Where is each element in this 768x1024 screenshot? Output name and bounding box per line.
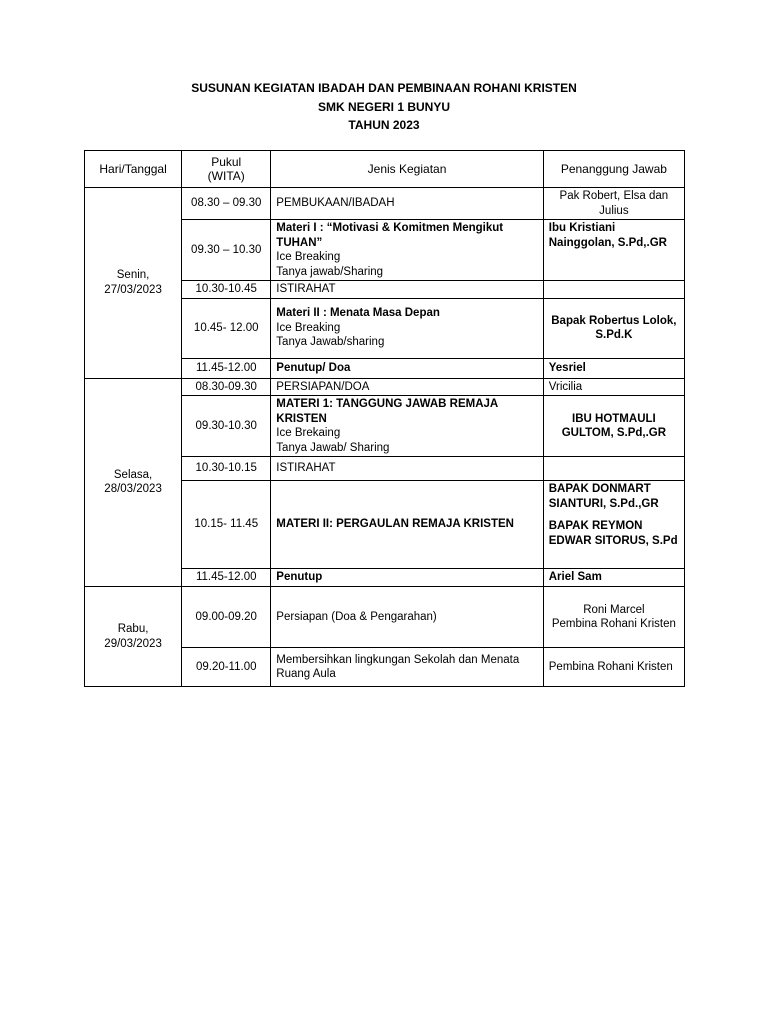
pic-name: Pembina Rohani Kristen xyxy=(551,618,676,630)
pic-name: BAPAK REYMON EDWAR SITORUS, S.Pd xyxy=(548,520,678,547)
time-cell: 09.20-11.00 xyxy=(182,648,271,687)
time-cell: 09.30-10.30 xyxy=(182,396,271,457)
activity-cell: Persiapan (Doa & Pengarahan) xyxy=(271,587,543,648)
pic-spacer xyxy=(549,511,679,519)
day-date: 27/03/2023 xyxy=(104,283,162,296)
day-name: Senin, xyxy=(116,269,150,282)
title-line-2: SMK NEGERI 1 BUNYU xyxy=(317,99,451,114)
activity-cell: MATERI II: PERGAULAN REMAJA KRISTEN xyxy=(271,481,543,569)
title-line-1: SUSUNAN KEGIATAN IBADAH DAN PEMBINAAN ROHANI KRISTEN xyxy=(191,81,577,95)
time-cell: 10.15- 11.45 xyxy=(182,481,271,569)
pic-cell: Pembina Rohani Kristen xyxy=(543,648,684,687)
day-name: Rabu, xyxy=(117,623,149,635)
activity-cell: ISTIRAHAT xyxy=(271,281,543,299)
schedule-table xyxy=(84,150,685,687)
time-cell: 10.45- 12.00 xyxy=(182,298,271,358)
pic-cell: Vricilia xyxy=(543,378,684,396)
pic-cell xyxy=(543,481,684,569)
pic-cell: Ariel Sam xyxy=(543,569,684,587)
activity-sub: Ice Brekaing xyxy=(276,427,341,439)
activity-cell xyxy=(271,298,543,358)
time-cell: 09.30 – 10.30 xyxy=(182,220,271,281)
activity-cell: Membersihkan lingkungan Sekolah dan Menata Ruang Aula xyxy=(271,648,543,687)
table-row xyxy=(85,188,685,220)
time-cell: 09.00-09.20 xyxy=(182,587,271,648)
activity-cell: Penutup xyxy=(271,569,543,587)
pic-cell: Pak Robert, Elsa dan Julius xyxy=(543,188,684,220)
activity-title: MATERI 1: TANGGUNG JAWAB REMAJA KRISTEN xyxy=(276,398,498,425)
day-date: 28/03/2023 xyxy=(104,483,162,496)
pic-cell: IBU HOTMAULI GULTOM, S.Pd,.GR xyxy=(543,396,684,457)
pic-cell: Ibu Kristiani Nainggolan, S.Pd,.GR xyxy=(543,220,684,281)
header-time-line-2: (WITA) xyxy=(207,169,245,183)
pic-cell xyxy=(543,587,684,648)
time-cell: 11.45-12.00 xyxy=(182,358,271,378)
day-name: Selasa, xyxy=(113,468,153,481)
document-title xyxy=(0,79,768,135)
activity-cell xyxy=(271,396,543,457)
activity-sub: Ice Breaking xyxy=(276,321,341,334)
header-time-line-1: Pukul xyxy=(211,154,242,169)
header-pic: Penanggung Jawab xyxy=(543,151,684,188)
activity-cell: ISTIRAHAT xyxy=(271,457,543,481)
time-cell: 08.30 – 09.30 xyxy=(182,188,271,220)
day-cell-selasa xyxy=(85,378,182,587)
activity-sub: Ice Breaking xyxy=(276,251,341,263)
activity-title: Materi I : “Motivasi & Komitmen Mengikut TUHAN” xyxy=(276,222,504,249)
header-time xyxy=(182,151,271,188)
activity-cell: PEMBUKAAN/IBADAH xyxy=(271,188,543,220)
day-date: 29/03/2023 xyxy=(104,637,162,650)
time-cell: 08.30-09.30 xyxy=(182,378,271,396)
activity-sub: Tanya jawab/Sharing xyxy=(276,265,384,278)
time-cell: 10.30-10.45 xyxy=(182,281,271,299)
pic-name: Roni Marcel xyxy=(583,603,645,616)
header-day: Hari/Tanggal xyxy=(85,151,182,188)
table-row xyxy=(85,587,685,648)
table-row xyxy=(85,378,685,396)
activity-sub: Tanya Jawab/ Sharing xyxy=(276,441,390,454)
pic-cell xyxy=(543,281,684,299)
table-header-row xyxy=(85,151,685,188)
activity-cell: PERSIAPAN/DOA xyxy=(271,378,543,396)
title-line-3: TAHUN 2023 xyxy=(348,118,420,132)
pic-cell xyxy=(543,457,684,481)
activity-sub: Tanya Jawab/sharing xyxy=(276,336,385,349)
pic-name: BAPAK DONMART SIANTURI, S.Pd.,GR xyxy=(548,483,659,510)
day-cell-senin xyxy=(85,188,182,379)
time-cell: 11.45-12.00 xyxy=(182,569,271,587)
header-activity: Jenis Kegiatan xyxy=(271,151,543,188)
pic-cell: Yesriel xyxy=(543,358,684,378)
pic-cell: Bapak Robertus Lolok, S.Pd.K xyxy=(543,298,684,358)
activity-title: Materi II : Menata Masa Depan xyxy=(276,307,440,320)
day-cell-rabu xyxy=(85,587,182,687)
activity-cell xyxy=(271,220,543,281)
activity-cell: Penutup/ Doa xyxy=(271,358,543,378)
time-cell: 10.30-10.15 xyxy=(182,457,271,481)
